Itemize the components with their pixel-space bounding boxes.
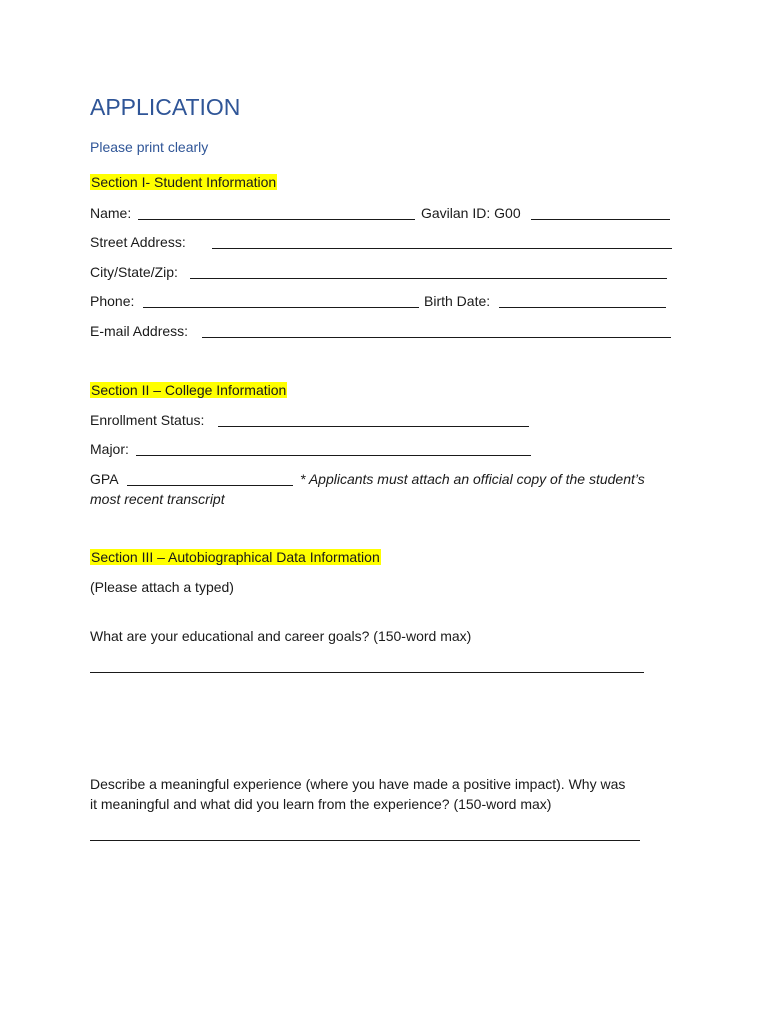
major-label: Major: [90,441,129,457]
experience-answer-field[interactable] [90,840,640,841]
street-address-label: Street Address: [90,234,186,250]
page-subtitle: Please print clearly [90,139,209,155]
gpa-field[interactable] [127,485,293,486]
section-3-heading-text: Section III – Autobiographical Data Information [91,549,380,565]
question-experience-continued: it meaningful and what did you learn from the experience? (150-word max) [90,796,552,812]
section-2-heading [90,382,287,400]
name-field[interactable] [138,219,415,220]
question-experience: Describe a meaningful experience (where you have made a positive impact). Why was [90,776,626,792]
major-field[interactable] [136,455,531,456]
attach-note: (Please attach a typed) [90,579,234,595]
goals-answer-field[interactable] [90,672,644,673]
gpa-label: GPA [90,471,119,487]
question-goals: What are your educational and career goals? (150-word max) [90,628,472,644]
birth-date-field[interactable] [499,307,666,308]
gavilan-id-label: Gavilan ID: G00 [421,205,521,221]
page-title: APPLICATION [90,94,241,120]
enrollment-status-label: Enrollment Status: [90,412,205,428]
birth-date-label: Birth Date: [424,293,491,309]
city-state-zip-label: City/State/Zip: [90,264,178,280]
phone-label: Phone: [90,293,135,309]
email-address-field[interactable] [202,337,671,338]
email-address-label: E-mail Address: [90,323,189,339]
street-address-field[interactable] [212,248,672,249]
transcript-note: * Applicants must attach an official copy of the student’s [300,471,645,487]
section-3-heading [90,549,381,567]
enrollment-status-field[interactable] [218,426,529,427]
name-label: Name: [90,205,132,221]
section-1-heading [90,174,277,192]
phone-field[interactable] [143,307,419,308]
transcript-note-continued: most recent transcript [90,491,225,507]
section-1-heading-text: Section I- Student Information [91,174,277,190]
city-state-zip-field[interactable] [190,278,667,279]
gavilan-id-field[interactable] [531,219,670,220]
section-2-heading-text: Section II – College Information [91,382,287,398]
